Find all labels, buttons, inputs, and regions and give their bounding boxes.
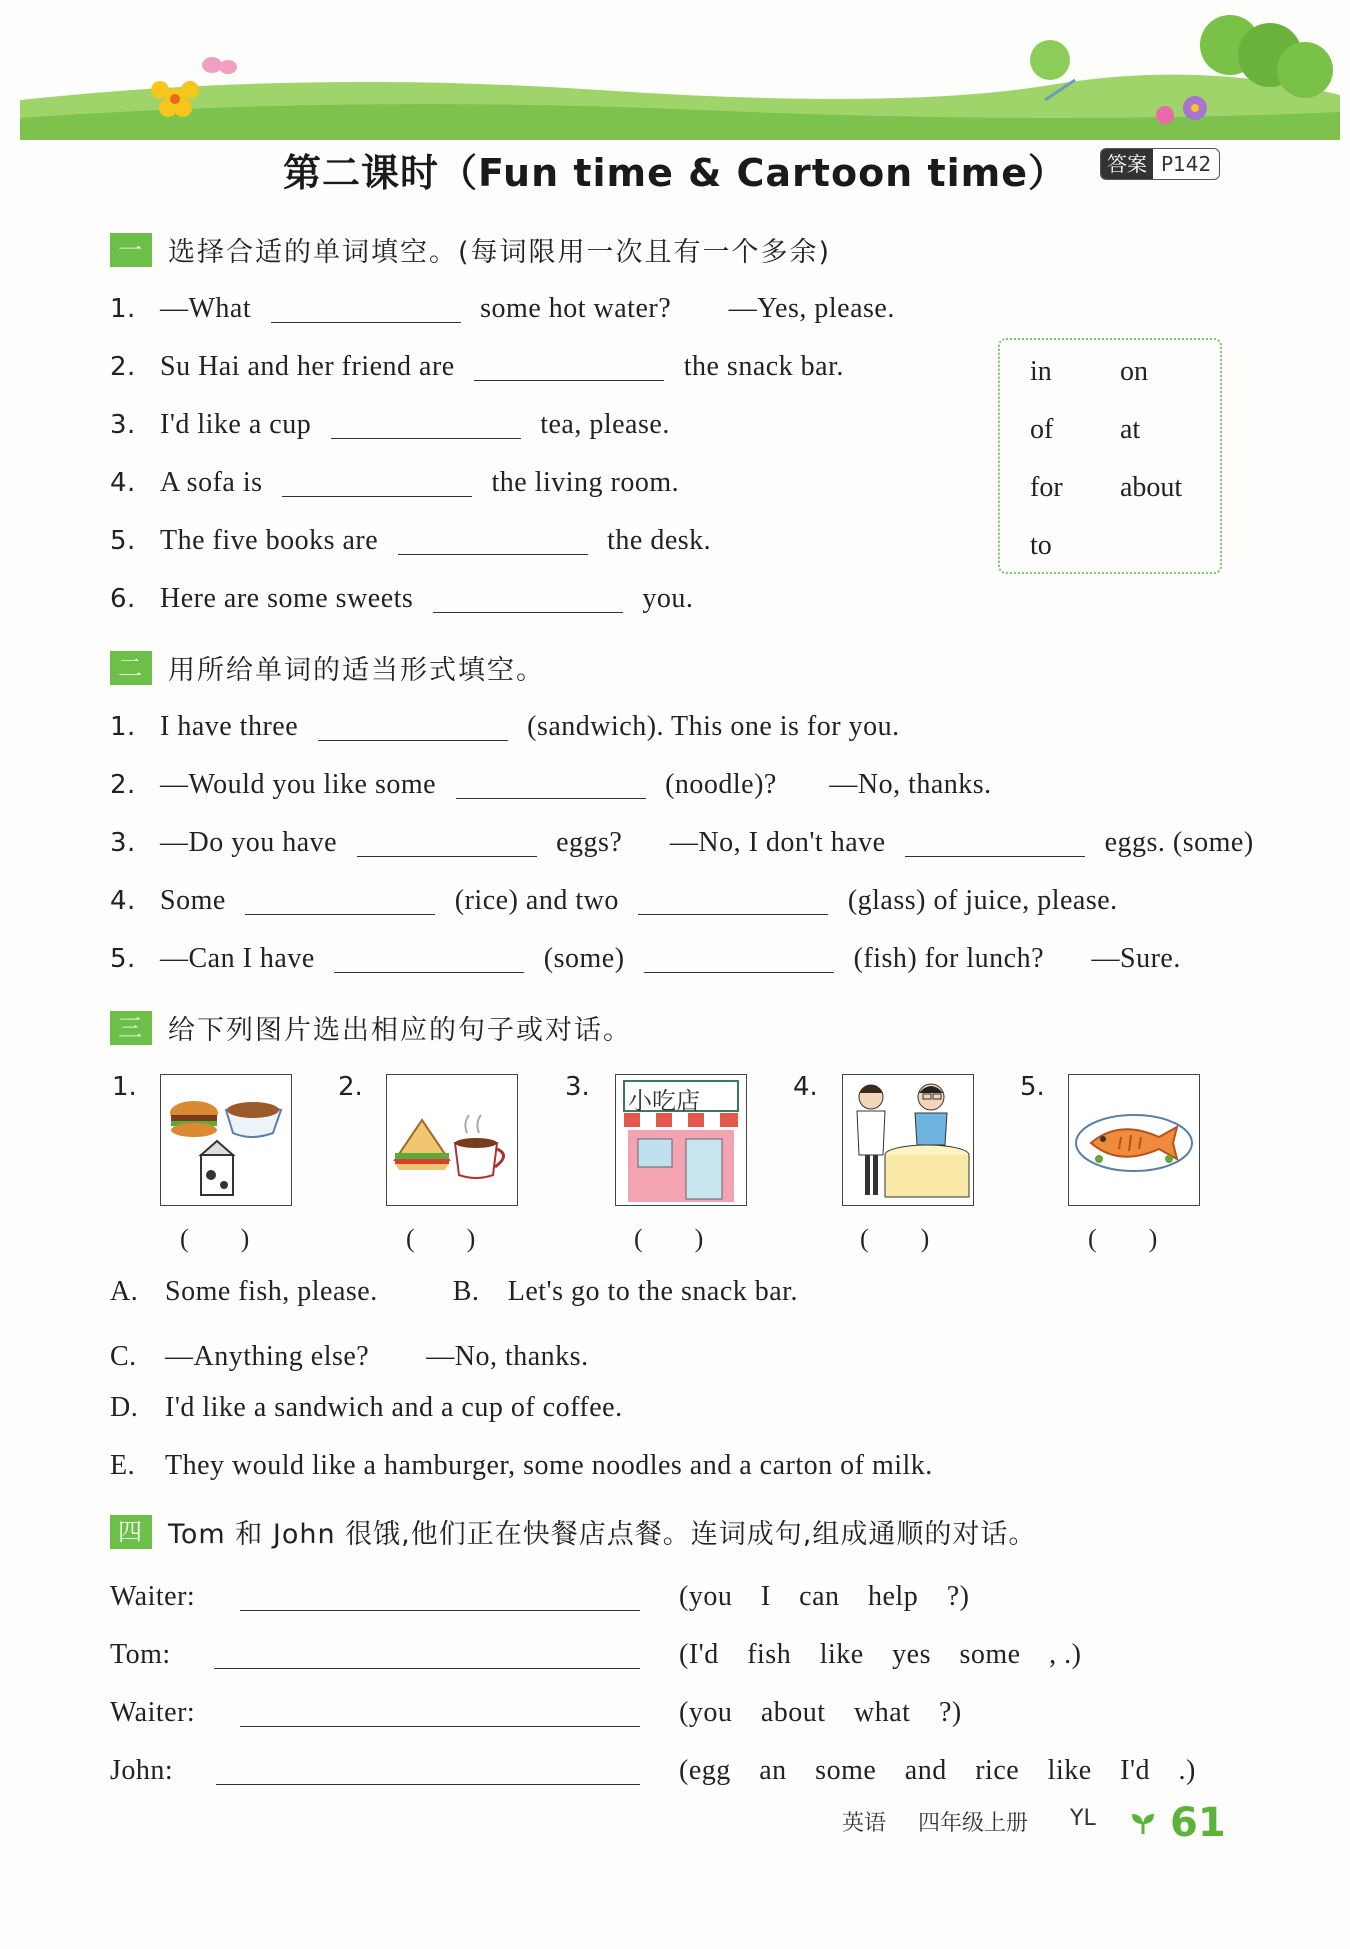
answer-blank[interactable] xyxy=(398,524,588,555)
exercise-line: 2. —Would you like some (noodle)? —No, thanks. xyxy=(110,769,992,800)
answer-blank[interactable] xyxy=(456,768,646,799)
word-option: on xyxy=(1120,356,1148,387)
answer-parentheses[interactable]: ( ) xyxy=(634,1224,704,1253)
picture-frame xyxy=(386,1074,518,1206)
answer-blank[interactable] xyxy=(282,466,472,497)
picture-number: 2. xyxy=(338,1072,363,1102)
picture-frame xyxy=(1068,1074,1200,1206)
option-line: A. Some fish, please. B. Let's go to the snack bar. xyxy=(110,1276,798,1307)
exercise-line: 3. I'd like a cup tea, please. xyxy=(110,409,670,440)
answer-page: P142 xyxy=(1161,152,1212,176)
answer-blank[interactable] xyxy=(216,1754,640,1785)
answer-blank[interactable] xyxy=(334,942,524,973)
option-line: D. I'd like a sandwich and a cup of coffee. xyxy=(110,1392,623,1423)
exercise-line: 2. Su Hai and her friend are the snack bar. xyxy=(110,351,844,382)
leaf-icon xyxy=(1130,1812,1156,1836)
word-box xyxy=(998,338,1222,574)
answer-blank[interactable] xyxy=(644,942,834,973)
picture-frame xyxy=(160,1074,292,1206)
word-option: for xyxy=(1030,472,1063,503)
answer-blank[interactable] xyxy=(433,582,623,613)
hamburger-noodles-milk-icon xyxy=(161,1075,291,1205)
exercise-line: 1. —What some hot water? —Yes, please. xyxy=(110,293,895,324)
dialogue-line: Waiter: (you I can help ?) xyxy=(110,1581,970,1612)
answer-blank[interactable] xyxy=(240,1580,640,1611)
exercise-line: 6. Here are some sweets you. xyxy=(110,583,694,614)
answer-reference xyxy=(1100,148,1220,180)
exercise-line: 5. —Can I have (some) (fish) for lunch? —Sure. xyxy=(110,943,1181,974)
picture-frame xyxy=(615,1074,747,1206)
header-banner xyxy=(0,0,1350,150)
section-instruction: 用所给单词的适当形式填空。 xyxy=(168,655,545,686)
picture-frame xyxy=(842,1074,974,1206)
picture-number: 4. xyxy=(793,1072,818,1102)
dialogue-line: Waiter: (you about what ?) xyxy=(110,1697,962,1728)
answer-blank[interactable] xyxy=(318,710,508,741)
answer-blank[interactable] xyxy=(214,1638,640,1669)
section-badge: 三 xyxy=(110,1011,152,1045)
footer-grade: 四年级上册 xyxy=(918,1811,1029,1836)
sandwich-coffee-icon xyxy=(387,1075,517,1205)
section-badge: 四 xyxy=(110,1515,152,1549)
fish-plate-icon xyxy=(1069,1075,1199,1205)
answer-parentheses[interactable]: ( ) xyxy=(180,1224,250,1253)
answer-parentheses[interactable]: ( ) xyxy=(1088,1224,1158,1253)
exercise-line: 5. The five books are the desk. xyxy=(110,525,712,556)
answer-parentheses[interactable]: ( ) xyxy=(406,1224,476,1253)
dialogue-line: John: (egg an some and rice like I'd .) xyxy=(110,1755,1196,1786)
section-badge: 二 xyxy=(110,651,152,685)
exercise-line: 1. I have three (sandwich). This one is for you. xyxy=(110,711,900,742)
section-2-heading xyxy=(110,648,545,687)
word-option: in xyxy=(1030,356,1052,387)
dialogue-line: Tom: (I'd fish like yes some , .) xyxy=(110,1639,1082,1670)
word-option: to xyxy=(1030,530,1052,561)
answer-blank[interactable] xyxy=(271,292,461,323)
word-option: about xyxy=(1120,472,1183,503)
section-badge: 一 xyxy=(110,233,152,267)
answer-blank[interactable] xyxy=(331,408,521,439)
section-4-heading xyxy=(110,1512,1036,1551)
option-line: C. —Anything else? —No, thanks. xyxy=(110,1341,589,1372)
page-number: 61 xyxy=(1170,1800,1226,1846)
section-instruction: Tom 和 John 很饿,他们正在快餐店点餐。连词成句,组成通顺的对话。 xyxy=(168,1519,1037,1550)
exercise-line: 3. —Do you have eggs? —No, I don't have eggs. (some) xyxy=(110,827,1254,858)
footer-edition: YL xyxy=(1070,1806,1096,1831)
picture-number: 1. xyxy=(112,1072,137,1102)
option-line: E. They would like a hamburger, some noodles and a carton of milk. xyxy=(110,1450,933,1481)
answer-blank[interactable] xyxy=(357,826,537,857)
answer-blank[interactable] xyxy=(245,884,435,915)
page-title: 第二课时（Fun time & Cartoon time） xyxy=(282,151,1068,195)
word-option: of xyxy=(1030,414,1054,445)
footer-subject: 英语 xyxy=(842,1811,887,1836)
word-option: at xyxy=(1120,414,1141,445)
answer-blank[interactable] xyxy=(474,350,664,381)
answer-blank[interactable] xyxy=(240,1696,640,1727)
exercise-line: 4. Some (rice) and two (glass) of juice, please. xyxy=(110,885,1118,916)
section-instruction: 选择合适的单词填空。(每词限用一次且有一个多余) xyxy=(168,237,832,268)
section-1-heading xyxy=(110,230,831,269)
answer-blank[interactable] xyxy=(905,826,1085,857)
answer-blank[interactable] xyxy=(638,884,828,915)
answer-parentheses[interactable]: ( ) xyxy=(860,1224,930,1253)
shop-sign: 小吃店 xyxy=(628,1087,700,1115)
section-instruction: 给下列图片选出相应的句子或对话。 xyxy=(168,1015,632,1046)
answer-label: 答案 xyxy=(1101,149,1153,179)
picture-number: 5. xyxy=(1020,1072,1045,1102)
waiter-and-customer-icon xyxy=(843,1075,973,1205)
butterfly-icon xyxy=(202,57,237,74)
section-3-heading xyxy=(110,1008,632,1047)
exercise-line: 4. A sofa is the living room. xyxy=(110,467,680,498)
picture-number: 3. xyxy=(565,1072,590,1102)
